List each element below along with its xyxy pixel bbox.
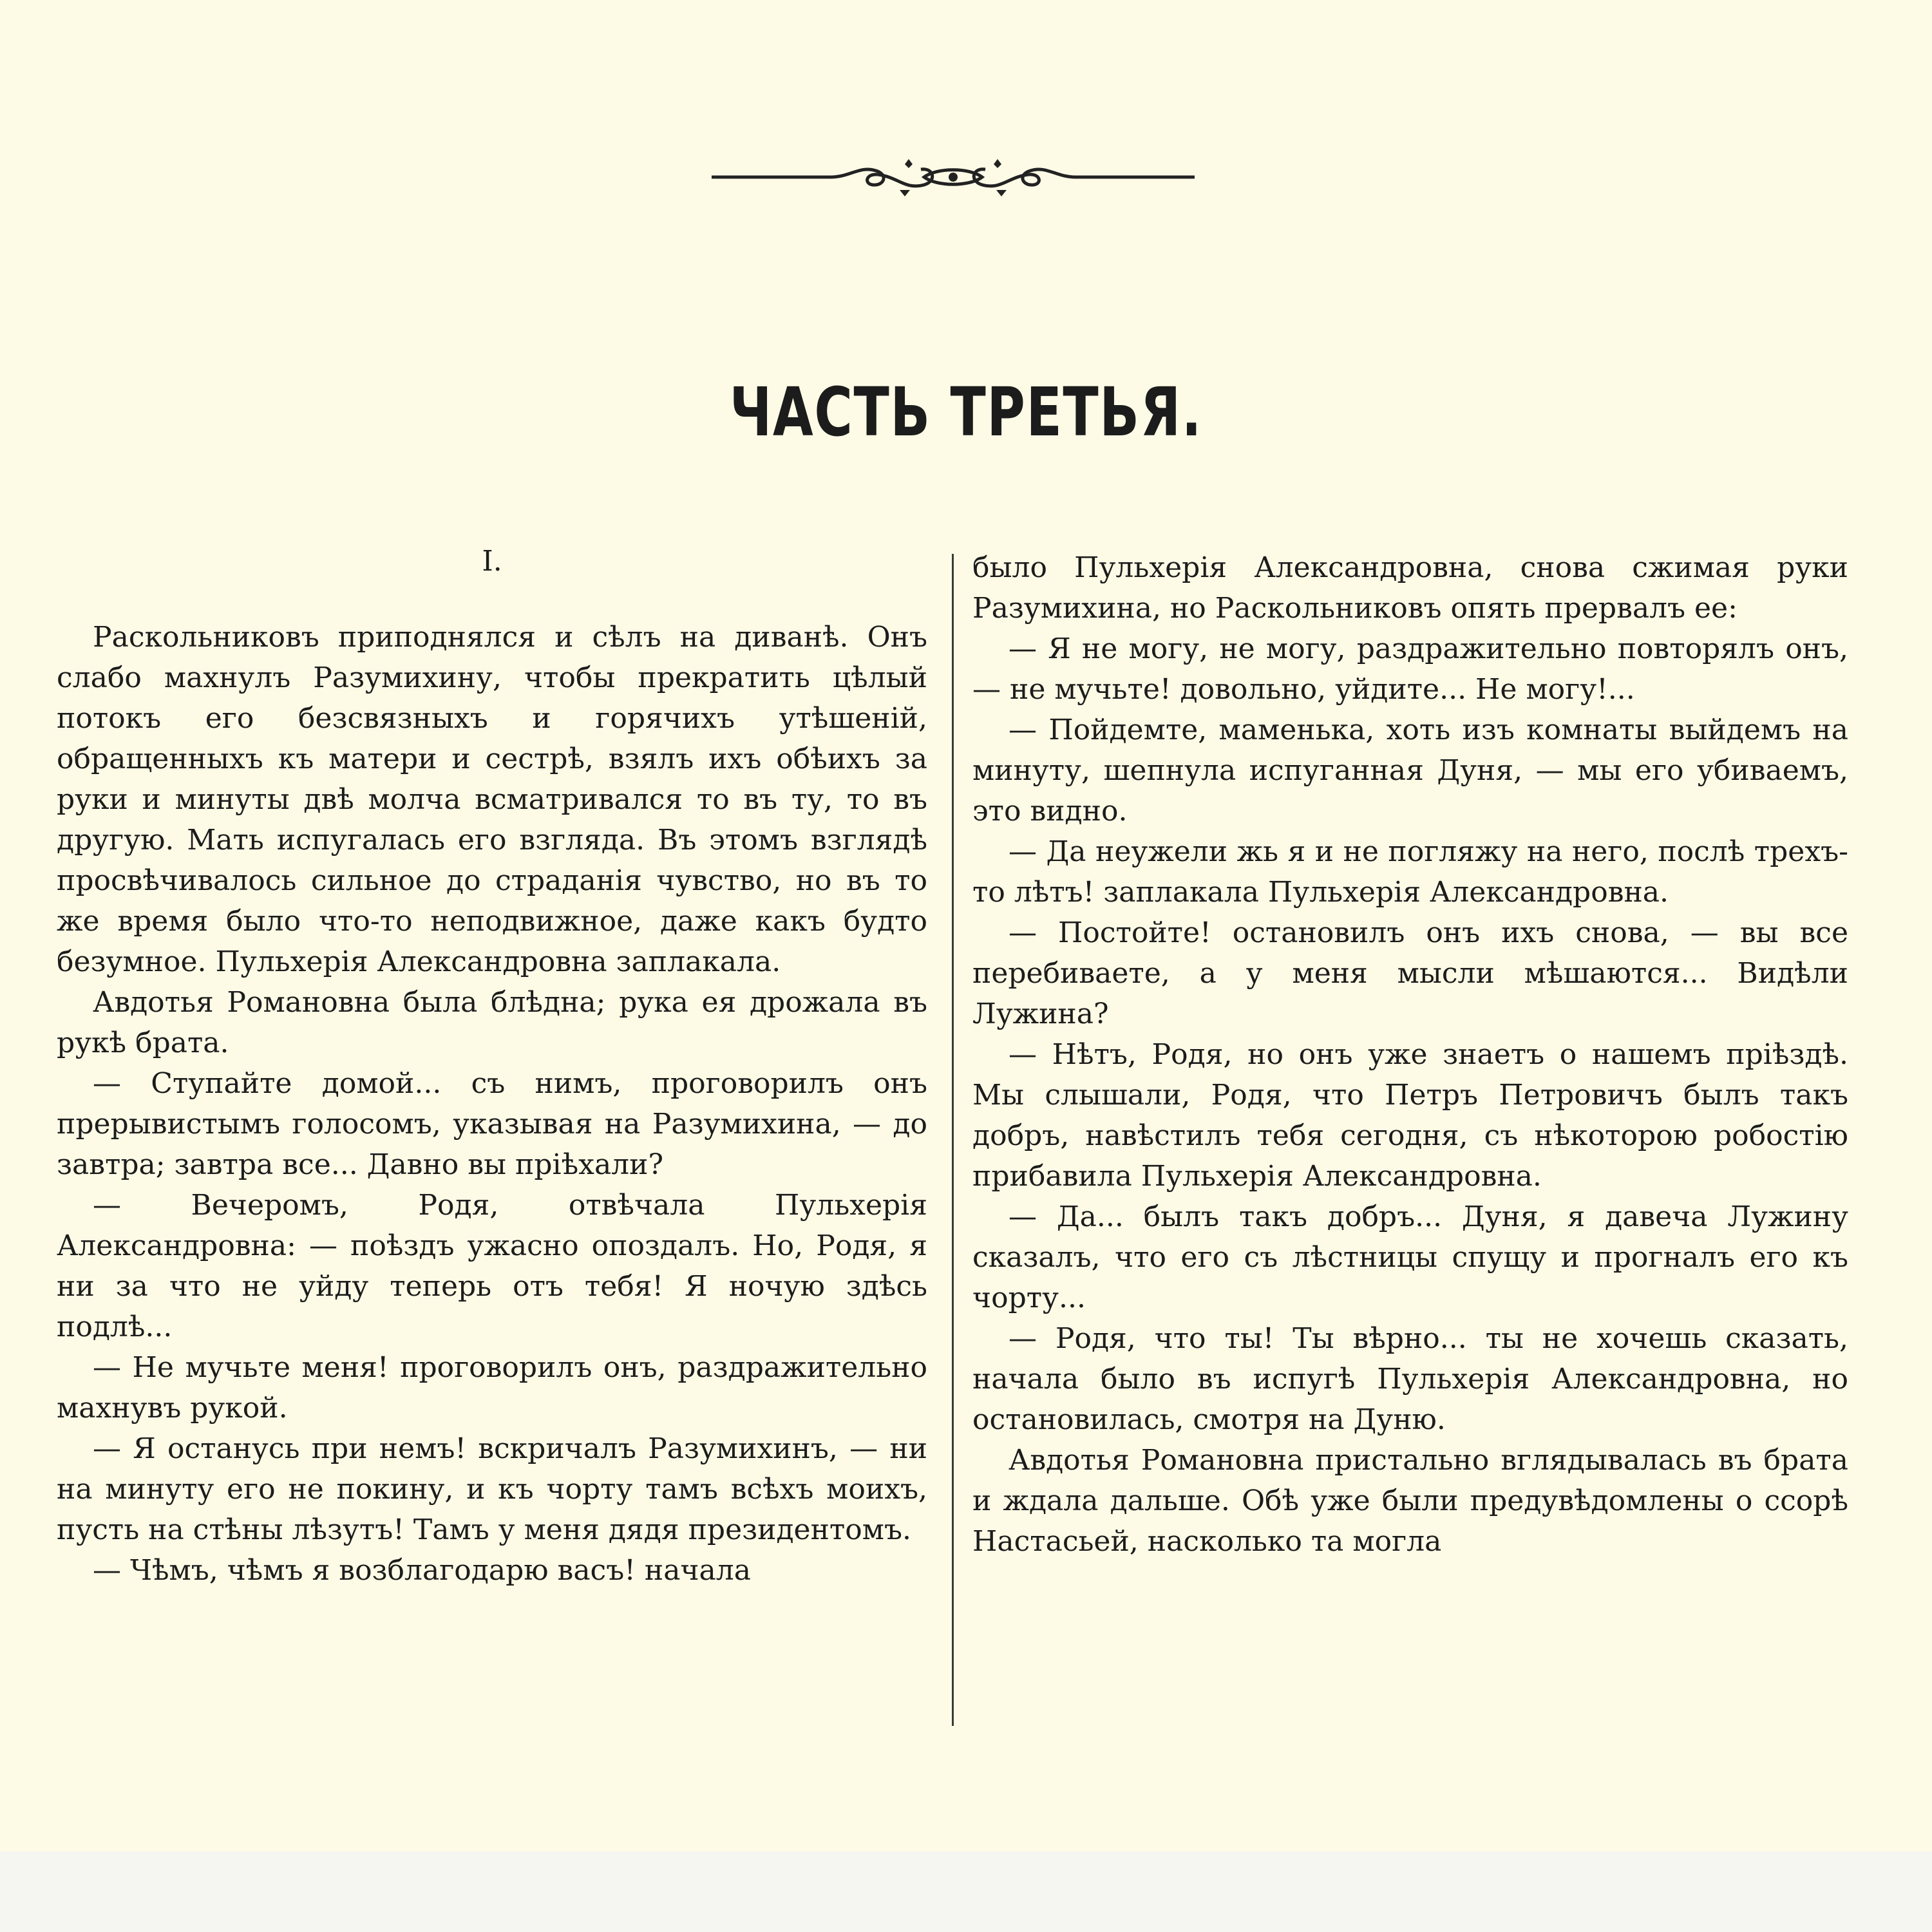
paragraph: — Постойте! остановилъ онъ ихъ снова, — вы все перебиваете, а у меня мысли мѣшаются... Видѣли Лужина?: [972, 916, 1848, 1030]
paragraph: — Чѣмъ, чѣмъ я возблагодарю васъ! начала: [93, 1554, 751, 1587]
paragraph: — Я останусь при немъ! вскричалъ Разумихинъ, — ни на минуту его не покину, и къ чорту тамъ всѣхъ моихъ, пусть на стѣны лѣзутъ! Тамъ у меня дядя президентомъ.: [57, 1432, 927, 1546]
paragraph: Раскольниковъ приподнялся и сѣлъ на диванѣ. Онъ слабо махнулъ Разумихину, чтобы прекратить цѣлый потокъ его безсвязныхъ и горячихъ утѣшеній, обращенныхъ къ матери и сестрѣ, взялъ ихъ обѣихъ за руки и минуты двѣ молча всматривался то въ ту, то въ другую. Мать испугалась его взгляда. Въ этомъ взглядѣ просвѣчивалось сильное до страданія чувство, но въ то же время было что-то неподвижное, даже какъ будто безумное. Пульхерія Александровна заплакала.: [57, 621, 927, 978]
paragraph: — Да... былъ такъ добръ... Дуня, я давеча Лужину сказалъ, что его съ лѣстницы спущу и прогналъ его къ чорту...: [972, 1200, 1848, 1314]
chapter-number: I.: [482, 545, 502, 578]
left-column: [57, 541, 927, 1591]
paragraph: Авдотья Романовна была блѣдна; рука ея дрожала въ рукѣ брата.: [57, 986, 927, 1059]
paragraph: — Я не могу, не могу, раздражительно повторялъ онъ, — не мучьте! довольно, уйдите... Не могу!...: [972, 632, 1848, 706]
part-title: ЧАСТЬ ТРЕТЬЯ.: [729, 373, 1203, 451]
paragraph: — Родя, что ты! Ты вѣрно... ты не хочешь сказать, начала было въ испугѣ Пульхерія Александровна, но остановилась, смотря на Дуню.: [972, 1322, 1848, 1436]
paragraph: было Пульхерія Александровна, снова сжимая руки Разумихина, но Раскольниковъ опять прервалъ ее:: [972, 551, 1848, 625]
paragraph: — Нѣтъ, Родя, но онъ уже знаетъ о нашемъ пріѣздѣ. Мы слышали, Родя, что Петръ Петровичъ былъ такъ добръ, навѣстилъ тебя сегодня, съ нѣкоторою робостію прибавила Пульхерія Александровна.: [972, 1038, 1848, 1193]
decorative-divider-ornament: [712, 151, 1195, 203]
paragraph: — Да неужели жь я и не погляжу на него, послѣ трехъ-то лѣтъ! заплакала Пульхерія Александровна.: [972, 835, 1848, 909]
paragraph: — Не мучьте меня! проговорилъ онъ, раздражительно махнувъ рукой.: [57, 1351, 927, 1425]
paragraph: Авдотья Романовна пристально вглядывалась въ брата и ждала дальше. Обѣ уже были предувѣдомлены о ссорѣ Настасьей, насколько та могла: [972, 1444, 1848, 1558]
right-column: [972, 547, 1848, 1562]
paragraph: — Вечеромъ, Родя, отвѣчала Пульхерія Александровна: — поѣздъ ужасно опоздалъ. Но, Родя, я ни за что не уйду теперь отъ тебя! Я ночую здѣсь подлѣ...: [57, 1189, 927, 1343]
column-divider: [952, 554, 954, 1726]
paragraph: — Пойдемте, маменька, хоть изъ комнаты выйдемъ на минуту, шепнула испуганная Дуня, — мы его убиваемъ, это видно.: [972, 714, 1848, 828]
paragraph: — Ступайте домой... съ нимъ, проговорилъ онъ прерывистымъ голосомъ, указывая на Разумихина, — до завтра; завтра все... Давно вы пріѣхали?: [57, 1067, 927, 1181]
bottom-margin-strip: [0, 1852, 1932, 1932]
